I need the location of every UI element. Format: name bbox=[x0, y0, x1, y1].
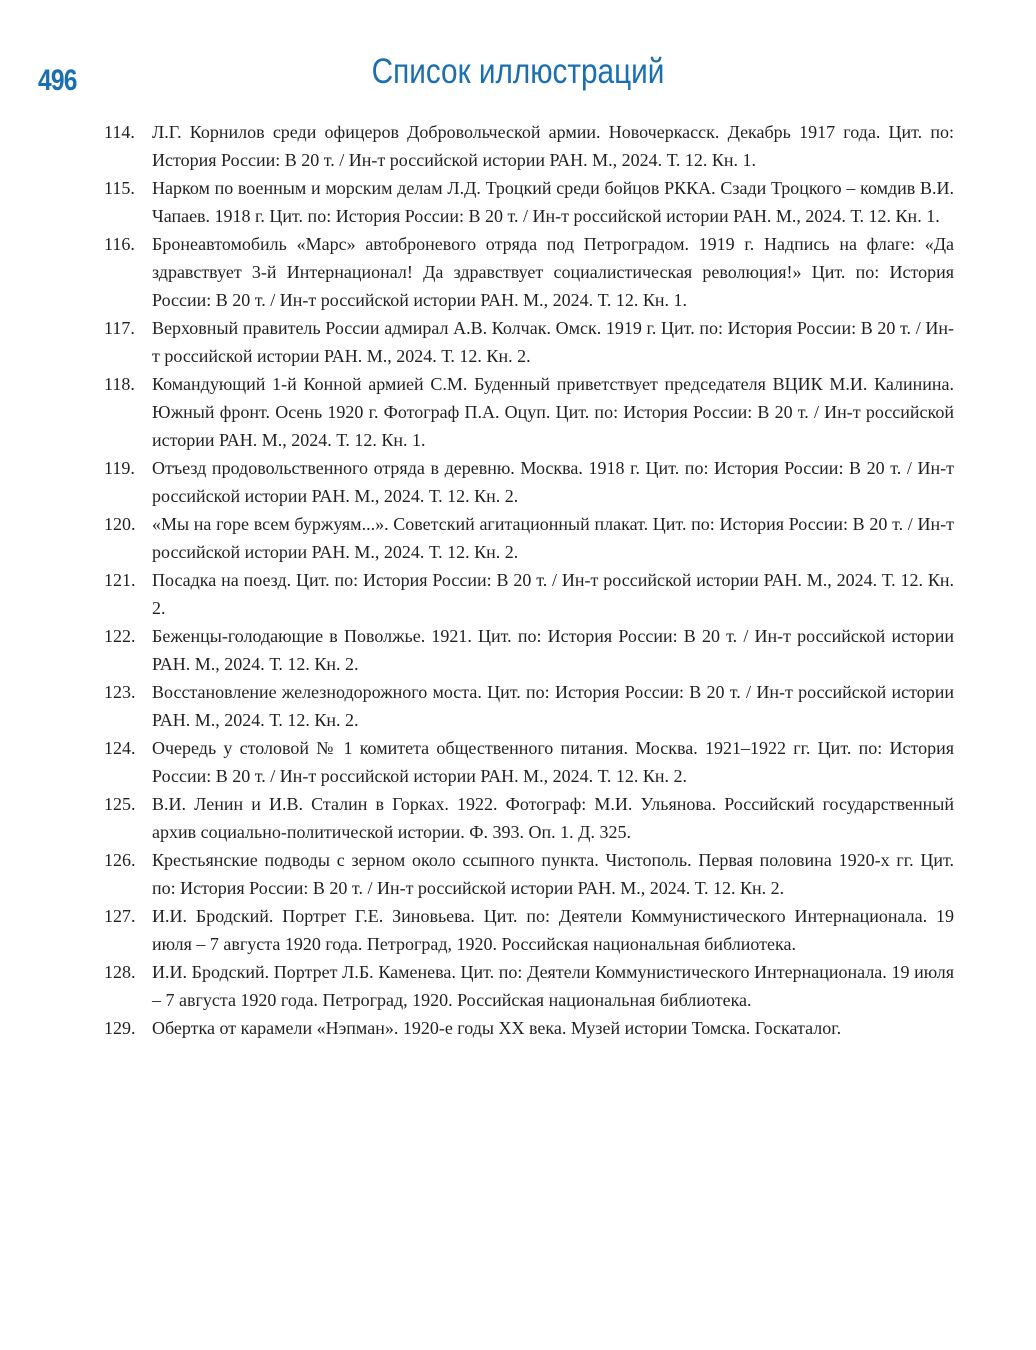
item-text: Командующий 1-й Конной армией С.М. Буденный приветствует председателя ВЦИК М.И. Калинина. Южный фронт. Осень 1920 г. Фотограф П.А. Оцуп. Цит. по: История России: В 20 т. / Ин-т российской истории РАН. М., 2024. Т. 12. Кн. 1. bbox=[152, 374, 954, 450]
list-item bbox=[104, 230, 954, 314]
list-item bbox=[104, 118, 954, 174]
item-text: Беженцы-голодающие в Поволжье. 1921. Цит. по: История России: В 20 т. / Ин-т российской истории РАН. М., 2024. Т. 12. Кн. 2. bbox=[152, 626, 954, 674]
list-item bbox=[104, 510, 954, 566]
list-item bbox=[104, 958, 954, 1014]
item-number: 125. bbox=[104, 794, 136, 814]
item-number: 116. bbox=[104, 234, 135, 254]
item-text: Отъезд продовольственного отряда в деревню. Москва. 1918 г. Цит. по: История России: В 20 т. / Ин-т российской истории РАН. М., 2024. Т. 12. Кн. 2. bbox=[152, 458, 954, 506]
item-number: 123. bbox=[104, 682, 136, 702]
item-text: Обертка от карамели «Нэпман». 1920-е годы XX века. Музей истории Томска. Госкаталог. bbox=[152, 1018, 842, 1038]
list-item bbox=[104, 678, 954, 734]
page-number: 496 bbox=[38, 64, 77, 97]
item-text: Очередь у столовой № 1 комитета общественного питания. Москва. 1921–1922 гг. Цит. по: История России: В 20 т. / Ин-т российской истории РАН. М., 2024. Т. 12. Кн. 2. bbox=[152, 738, 954, 786]
item-number: 129. bbox=[104, 1018, 136, 1038]
item-text: И.И. Бродский. Портрет Л.Б. Каменева. Цит. по: Деятели Коммунистического Интернационала. 19 июля – 7 августа 1920 года. Петроград, 1920. Российская национальная библиотека. bbox=[152, 962, 954, 1010]
page-title: Список иллюстраций bbox=[371, 52, 665, 91]
item-text: Посадка на поезд. Цит. по: История России: В 20 т. / Ин-т российской истории РАН. М., 2024. Т. 12. Кн. 2. bbox=[152, 570, 954, 618]
item-number: 126. bbox=[104, 850, 136, 870]
item-number: 117. bbox=[104, 318, 135, 338]
item-text: В.И. Ленин и И.В. Сталин в Горках. 1922. Фотограф: М.И. Ульянова. Российский государственный архив социально-политической истории. Ф. 393. Оп. 1. Д. 325. bbox=[152, 794, 954, 842]
item-number: 124. bbox=[104, 738, 136, 758]
item-text: Восстановление железнодорожного моста. Цит. по: История России: В 20 т. / Ин-т российской истории РАН. М., 2024. Т. 12. Кн. 2. bbox=[152, 682, 954, 730]
item-number: 114. bbox=[104, 122, 135, 142]
list-item bbox=[104, 846, 954, 902]
item-number: 121. bbox=[104, 570, 136, 590]
list-item bbox=[104, 790, 954, 846]
item-text: «Мы на горе всем буржуям...». Советский агитационный плакат. Цит. по: История России: В 20 т. / Ин-т российской истории РАН. М., 2024. Т. 12. Кн. 2. bbox=[152, 514, 954, 562]
list-item bbox=[104, 1014, 954, 1042]
item-number: 115. bbox=[104, 178, 135, 198]
list-item bbox=[104, 622, 954, 678]
list-item bbox=[104, 314, 954, 370]
list-item bbox=[104, 370, 954, 454]
list-item bbox=[104, 902, 954, 958]
item-number: 118. bbox=[104, 374, 135, 394]
item-text: Крестьянские подводы с зерном около ссыпного пункта. Чистополь. Первая половина 1920-х гг. Цит. по: История России: В 20 т. / Ин-т российской истории РАН. М., 2024. Т. 12. Кн. 2. bbox=[152, 850, 954, 898]
list-item bbox=[104, 174, 954, 230]
list-item bbox=[104, 454, 954, 510]
item-text: Верховный правитель России адмирал А.В. Колчак. Омск. 1919 г. Цит. по: История России: В 20 т. / Ин-т российской истории РАН. М., 2024. Т. 12. Кн. 2. bbox=[152, 318, 954, 366]
item-number: 122. bbox=[104, 626, 136, 646]
item-number: 128. bbox=[104, 962, 136, 982]
item-text: Бронеавтомобиль «Марс» автоброневого отряда под Петроградом. 1919 г. Надпись на флаге: «Да здравствует 3-й Интернационал! Да здравствует социалистическая революция!» Цит. по: История России: В 20 т. / Ин-т российской истории РАН. М., 2024. Т. 12. Кн. 1. bbox=[152, 234, 954, 310]
item-text: Л.Г. Корнилов среди офицеров Добровольческой армии. Новочеркасск. Декабрь 1917 года. Цит. по: История России: В 20 т. / Ин-т российской истории РАН. М., 2024. Т. 12. Кн. 1. bbox=[152, 122, 954, 170]
item-number: 120. bbox=[104, 514, 136, 534]
item-text: И.И. Бродский. Портрет Г.Е. Зиновьева. Цит. по: Деятели Коммунистического Интернационала. 19 июля – 7 августа 1920 года. Петроград, 1920. Российская национальная библиотека. bbox=[152, 906, 954, 954]
list-item bbox=[104, 566, 954, 622]
list-item bbox=[104, 734, 954, 790]
item-text: Нарком по военным и морским делам Л.Д. Троцкий среди бойцов РККА. Сзади Троцкого – комдив В.И. Чапаев. 1918 г. Цит. по: История России: В 20 т. / Ин-т российской истории РАН. М., 2024. Т. 12. Кн. 1. bbox=[152, 178, 954, 226]
item-number: 127. bbox=[104, 906, 136, 926]
item-number: 119. bbox=[104, 458, 135, 478]
illustration-list bbox=[104, 118, 954, 1042]
